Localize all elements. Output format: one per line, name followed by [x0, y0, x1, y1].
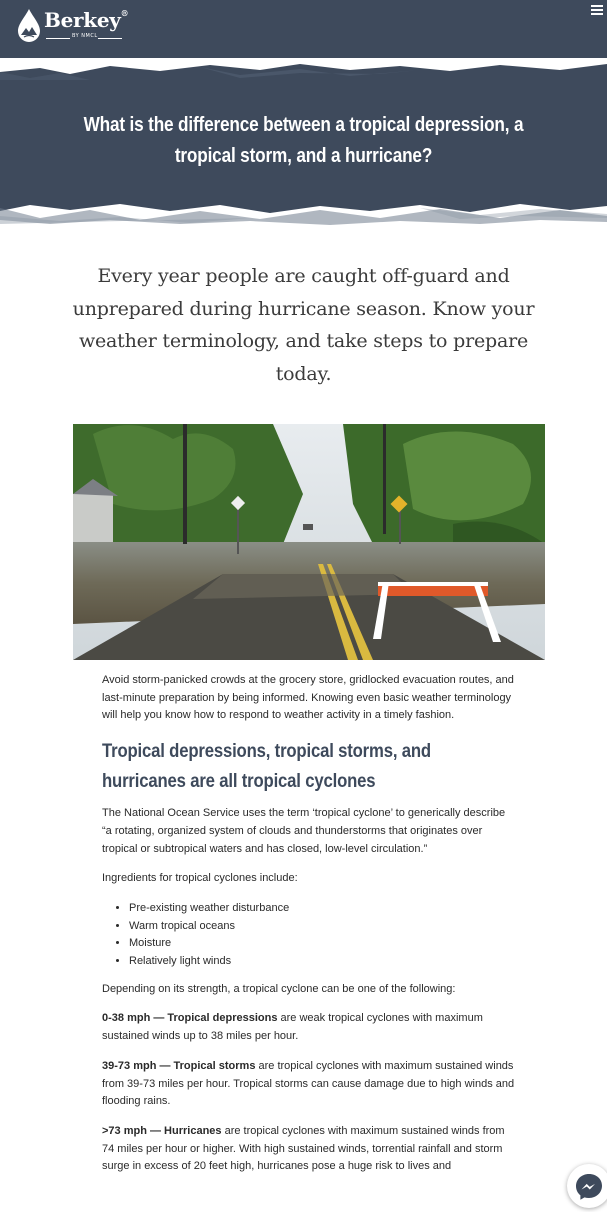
- ingredients-list: [102, 900, 517, 971]
- water-drop-logo-icon: [16, 8, 42, 44]
- list-item: • Moisture: [129, 935, 517, 953]
- flooded-street-photo: [73, 424, 545, 660]
- article-body: [102, 672, 517, 1188]
- definition-paragraph: The National Ocean Service uses the term ‘tropical cyclone’ to generically describe “a rotating, organized system of clouds and thunderstorms that originates over tropical or subtropical waters and has closed, low-level circulation.”: [102, 807, 506, 855]
- list-item: • Pre-existing weather disturbance: [129, 900, 517, 918]
- depending-paragraph: Depending on its strength, a tropical cyclone can be one of the following:: [102, 982, 456, 995]
- storm-paragraph: 39-73 mph — Tropical storms are tropical cyclones with maximum sustained winds from 39-73 miles per hour. Tropical storms can cause damage due to high winds and flooding rains.: [102, 1059, 515, 1108]
- messenger-chat-button[interactable]: [567, 1164, 607, 1208]
- lead-paragraph: Every year people are caught off-guard and unprepared during hurricane season. Know your weather terminology, and take steps to prepare today.: [72, 265, 535, 385]
- hero-banner: [0, 58, 607, 228]
- berkey-logo[interactable]: [14, 6, 129, 46]
- list-item: • Warm tropical oceans: [129, 918, 517, 936]
- brand-name: Berkey®: [44, 8, 129, 32]
- section-heading: Tropical depressions, tropical storms, and hurricanes are all tropical cyclones: [102, 741, 431, 793]
- top-nav-bar: [0, 0, 607, 58]
- ingredients-intro: Ingredients for tropical cyclones include:: [102, 872, 298, 885]
- intro-paragraph: Avoid storm-panicked crowds at the grocery store, gridlocked evacuation routes, and last-minute preparation by being informed. Knowing even basic weather terminology will help you know how to respond to weather activity in a timely fashion.: [102, 674, 514, 722]
- hamburger-icon[interactable]: [591, 4, 603, 18]
- hurricane-paragraph: >73 mph — Hurricanes are tropical cyclones with maximum sustained winds from 74 miles per hour or higher. With high sustained winds, torrential rainfall and storm surge in excess of 20 feet high, hurricanes pose a huge risk to lives and: [102, 1124, 505, 1173]
- depression-paragraph: 0-38 mph — Tropical depressions are weak tropical cyclones with maximum sustained winds up to 38 miles per hour.: [102, 1012, 483, 1043]
- page-title: What is the difference between a tropical depression, a tropical storm, and a hurricane?: [83, 114, 524, 167]
- list-item: • Relatively light winds: [129, 953, 517, 971]
- messenger-icon: [567, 1164, 607, 1208]
- brand-subline: BY NMCL: [46, 33, 122, 43]
